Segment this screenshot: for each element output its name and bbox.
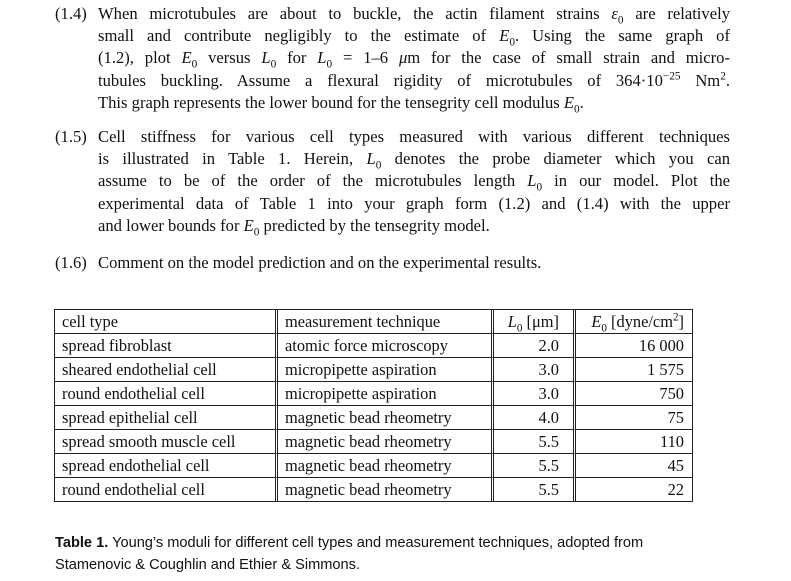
table-row xyxy=(55,382,693,406)
header-e0: $E_0$ $[dyne/cm^2]$ xyxy=(576,310,693,334)
cell-type-cell: spread epithelial cell xyxy=(55,406,278,430)
cell-type-cell: spread fibroblast xyxy=(55,334,278,358)
header-technique: measurement technique xyxy=(278,310,494,334)
cell-type-cell: round endothelial cell xyxy=(55,478,278,501)
l0-cell: 4.0 xyxy=(494,406,576,430)
e0-cell: 22 xyxy=(576,478,693,501)
table-caption xyxy=(55,532,735,576)
table-row xyxy=(55,406,693,430)
youngs-moduli-table xyxy=(54,309,693,502)
text-line: Cell stiffness for various cell types measured with various different techniques xyxy=(98,127,730,146)
text-line: is illustrated in Table 1. Herein, $L_0$ denotes the probe diameter which you can xyxy=(98,149,730,172)
question-1-6 xyxy=(55,252,730,274)
technique-cell: magnetic bead rheometry xyxy=(278,430,494,454)
e0-cell: 75 xyxy=(576,406,693,430)
l0-cell: 5.5 xyxy=(494,454,576,478)
question-1-4 xyxy=(55,3,730,114)
text-line: experimental data of Table 1 into your graph form (1.2) and (1.4) with the upper xyxy=(98,193,730,213)
caption-label: Table 1. xyxy=(55,535,109,551)
question-number: (1.5) xyxy=(55,127,87,146)
question-text xyxy=(98,3,730,114)
question-number: (1.6) xyxy=(55,253,87,272)
technique-cell: micropipette aspiration xyxy=(278,358,494,382)
l0-cell: 3.0 xyxy=(494,382,576,406)
e0-cell: 110 xyxy=(576,430,693,454)
technique-cell: magnetic bead rheometry xyxy=(278,478,494,501)
l0-cell: 5.5 xyxy=(494,430,576,454)
question-text xyxy=(98,252,730,274)
cell-type-cell: sheared endothelial cell xyxy=(55,358,278,382)
e0-cell: 16 000 xyxy=(576,334,693,358)
technique-cell: magnetic bead rheometry xyxy=(278,454,494,478)
technique-cell: magnetic bead rheometry xyxy=(278,406,494,430)
question-1-5 xyxy=(55,126,730,237)
table-row xyxy=(55,358,693,382)
cell-type-cell: spread endothelial cell xyxy=(55,454,278,478)
caption-text-line1: Young’s moduli for different cell types and measurement techniques, adopted from xyxy=(112,535,644,551)
e0-cell: 45 xyxy=(576,454,693,478)
text-line: and lower bounds for $E_0$ predicted by the tensegrity model. xyxy=(98,215,490,239)
text-line: Comment on the model prediction and on the experimental results. xyxy=(98,253,542,272)
header-cell-type: cell type xyxy=(55,310,278,334)
table-row xyxy=(55,454,693,478)
table-row xyxy=(55,478,693,501)
e0-cell: 1 575 xyxy=(576,358,693,382)
text-line: tubules buckling. Assume a flexural rigidity of microtubules of $364\cdot 10^{-25}$ Nm$^2$. xyxy=(98,70,731,90)
header-l0: $L_0$ [μm] xyxy=(494,310,576,334)
cell-type-cell: round endothelial cell xyxy=(55,382,278,406)
technique-cell: atomic force microscopy xyxy=(278,334,494,358)
technique-cell: micropipette aspiration xyxy=(278,382,494,406)
text-line: assume to be of the order of the microtubules length $L_0$ in our model. Plot the xyxy=(98,171,730,194)
l0-cell: 2.0 xyxy=(494,334,576,358)
question-number: (1.4) xyxy=(55,4,87,23)
e0-cell: 750 xyxy=(576,382,693,406)
text-line: This graph represents the lower bound for the tensegrity cell modulus $E_0$. xyxy=(98,92,584,116)
text-line: small and contribute negligibly to the estimate of $E_0$. Using the same graph of xyxy=(98,26,730,49)
table-row xyxy=(55,430,693,454)
text-line: (1.2), plot $E_0$ versus $L_0$ for $L_0 = 1-6$ μm for the case of small strain and micro- xyxy=(98,48,730,71)
table-header-row xyxy=(55,310,693,334)
l0-cell: 3.0 xyxy=(494,358,576,382)
caption-text-line2: Stamenovic & Coughlin and Ethier & Simmons. xyxy=(55,557,360,573)
cell-type-cell: spread smooth muscle cell xyxy=(55,430,278,454)
text-line: When microtubules are about to buckle, the actin filament strains $\varepsilon_0$ are relatively xyxy=(98,4,730,27)
l0-cell: 5.5 xyxy=(494,478,576,501)
table-row xyxy=(55,334,693,358)
question-text xyxy=(98,126,730,237)
